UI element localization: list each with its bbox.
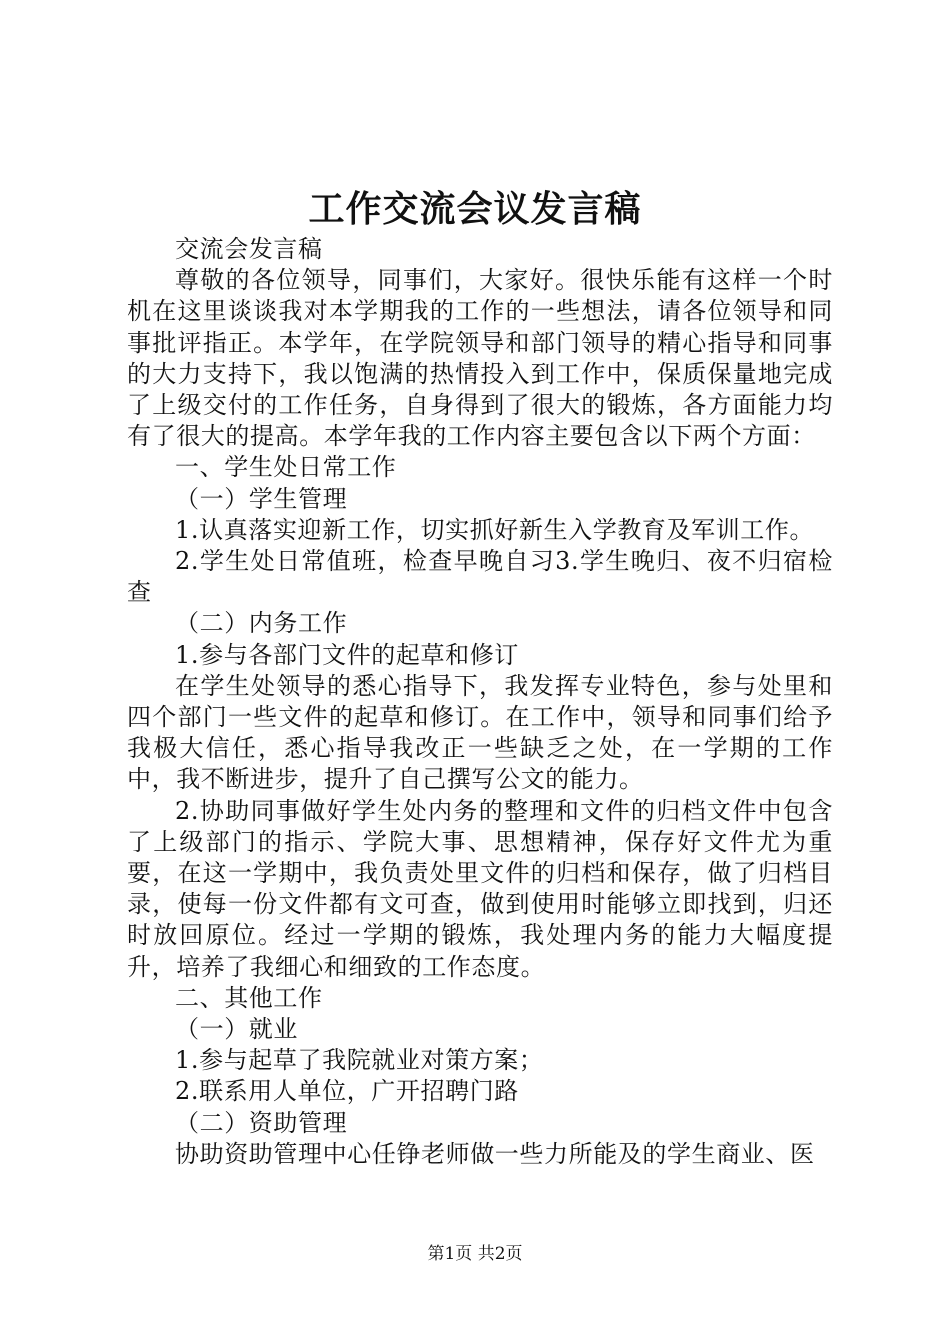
list-item: 2.协助同事做好学生处内务的整理和文件的归档文件中包含了上级部门的指示、学院大事、思想精神，保存好文件尤为重要，在这一学期中，我负责处里文件的归档和保存，做了归档目录，使每一份文件都有文可查，做到使用时能够立即找到，归还时放回原位。经过一学期的锻炼，我处理内务的能力大幅度提升，培养了我细心和细致的工作态度。 (127, 796, 833, 981)
paragraph: 协助资助管理中心任铮老师做一些力所能及的学生商业、医 (175, 1139, 815, 1168)
subsection-heading: （一）就业 (175, 1015, 298, 1044)
list-item: 1.参与起草了我院就业对策方案； (175, 1046, 544, 1075)
list-item: 2.学生处日常值班，检查早晚自习3.学生晚归、夜不归宿检查 (127, 547, 833, 607)
paragraph-greeting: 尊敬的各位领导，同事们，大家好。很快乐能有这样一个时机在这里谈谈我对本学期我的工作的一些想法，请各位领导和同事批评指正。本学年，在学院领导和部门领导的精心指导和同事的大力支持下，我以饱满的热情投入到工作中，保质保量地完成了上级交付的工作任务，自身得到了很大的锻炼，各方面能力均有了很大的提高。本学年我的工作内容主要包含以下两个方面： (127, 266, 833, 451)
section-heading-2: 二、其他工作 (175, 983, 323, 1012)
section-heading-1: 一、学生处日常工作 (175, 453, 397, 482)
document-body (127, 234, 833, 1170)
subsection-heading: （一）学生管理 (175, 484, 348, 513)
paragraph: 在学生处领导的悉心指导下，我发挥专业特色，参与处里和四个部门一些文件的起草和修订。在工作中，领导和同事们给予我极大信任，悉心指导我改正一些缺乏之处，在一学期的工作中，我不断进步，提升了自己撰写公文的能力。 (127, 671, 833, 794)
subsection-heading: （二）内务工作 (175, 609, 348, 638)
page-footer: 第1页 共2页 (427, 1244, 523, 1264)
list-item: 2.联系用人单位，广开招聘门路 (175, 1077, 519, 1106)
list-item: 1.认真落实迎新工作，切实抓好新生入学教育及军训工作。 (175, 515, 815, 544)
subsection-heading: （二）资助管理 (175, 1108, 348, 1137)
paragraph-subtitle: 交流会发言稿 (175, 235, 323, 263)
document-title: 工作交流会议发言稿 (308, 188, 642, 230)
list-item: 1.参与各部门文件的起草和修订 (175, 640, 519, 669)
